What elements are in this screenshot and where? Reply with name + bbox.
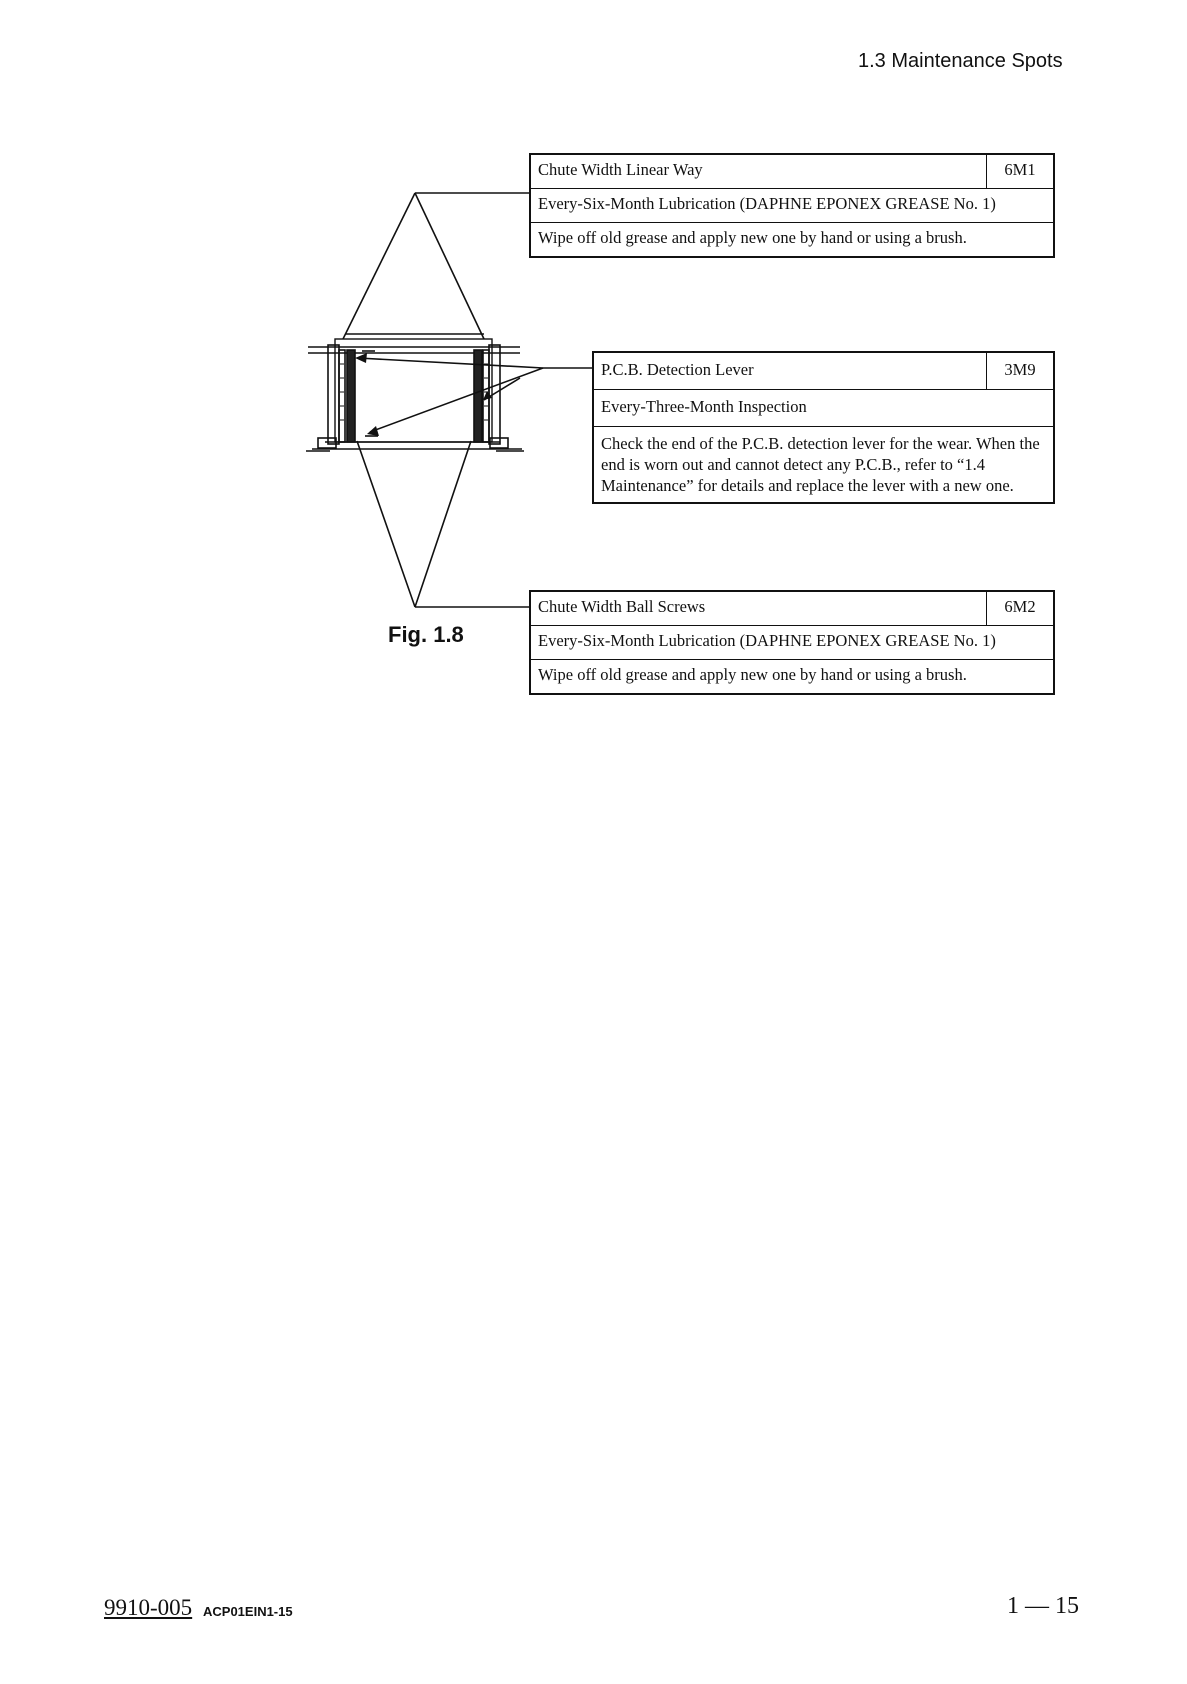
document-subcode: ACP01EIN1-15	[203, 1604, 293, 1619]
page-number: 1 — 15	[1007, 1593, 1079, 1619]
item-code: 3M9	[986, 353, 1053, 389]
table-row	[531, 592, 1053, 626]
table-row	[594, 353, 1053, 390]
item-interval: Every-Six-Month Lubrication (DAPHNE EPONEX GREASE No. 1)	[538, 194, 996, 213]
item-name: P.C.B. Detection Lever	[601, 360, 754, 379]
item-name: Chute Width Linear Way	[538, 160, 703, 179]
item-instruction: Check the end of the P.C.B. detection lever for the wear. When the end is worn out and cannot detect any P.C.B., refer to “1.4 Maintenance” for details and replace the lever with a new one.	[601, 434, 1040, 495]
maintenance-table-pcb-lever	[592, 351, 1055, 504]
table-row	[531, 223, 1053, 256]
item-interval: Every-Three-Month Inspection	[601, 397, 807, 416]
item-code: 6M2	[986, 592, 1053, 625]
document-code: 9910-005	[104, 1595, 193, 1620]
item-instruction: Wipe off old grease and apply new one by hand or using a brush.	[538, 665, 967, 684]
maintenance-table-linear-way	[529, 153, 1055, 258]
table-row	[594, 390, 1053, 427]
item-interval: Every-Six-Month Lubrication (DAPHNE EPONEX GREASE No. 1)	[538, 631, 996, 650]
table-row	[531, 626, 1053, 660]
figure-caption: Fig. 1.8	[388, 622, 464, 647]
maintenance-table-ball-screws	[529, 590, 1055, 695]
table-row	[594, 427, 1053, 502]
item-instruction: Wipe off old grease and apply new one by hand or using a brush.	[538, 228, 967, 247]
table-row	[531, 660, 1053, 693]
item-name: Chute Width Ball Screws	[538, 597, 706, 616]
item-code: 6M1	[986, 155, 1053, 188]
table-row	[531, 155, 1053, 189]
table-row	[531, 189, 1053, 223]
section-title: 1.3 Maintenance Spots	[858, 50, 1063, 72]
